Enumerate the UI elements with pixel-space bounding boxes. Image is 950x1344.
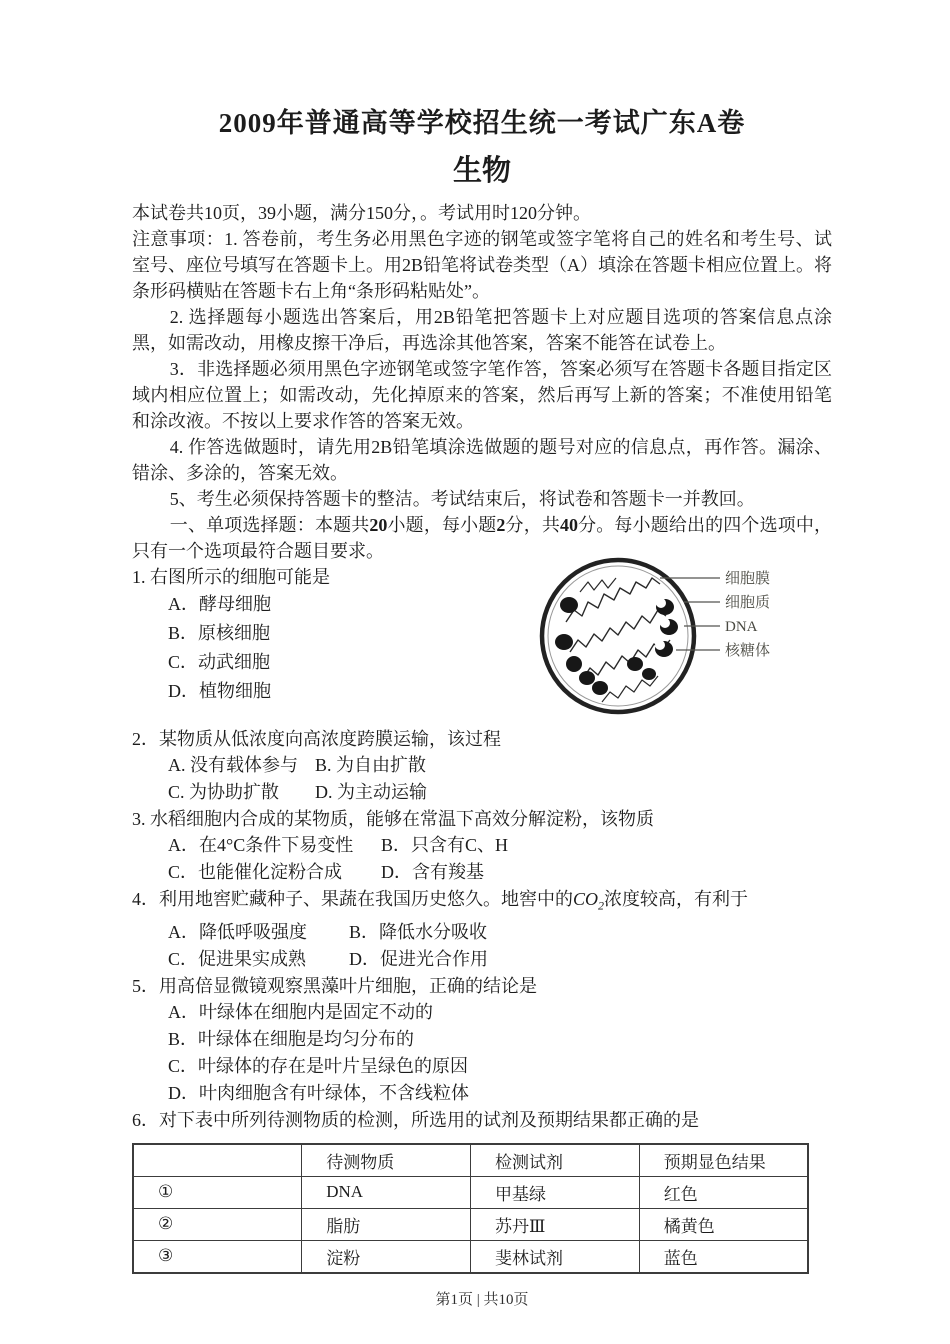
table-row — [133, 1176, 808, 1208]
page-title: 2009年普通高等学校招生统一考试广东A卷 — [218, 108, 746, 138]
result-cell: 橘黄色 — [639, 1208, 808, 1240]
ribosome-blob — [642, 668, 656, 680]
notice-4: 4. 作答选做题时，请先用2B铅笔填涂选做题的题号对应的信息点，再作答。漏涂、错涂、多涂的，答案无效。 — [132, 437, 832, 483]
ribosome-blob — [566, 656, 582, 672]
question-2-option-a: A. 没有载体参与 — [168, 755, 298, 775]
question-6-stem: 6．对下表中所列待测物质的检测，所选用的试剂及预期结果都正确的是 — [132, 1109, 699, 1130]
ribosome-blob — [592, 681, 608, 695]
figure-label-cytoplasm: 细胞质 — [725, 595, 771, 611]
question-4-stem-text: 4．利用地窖贮藏种子、果蔬在我国历史悠久。地窖中的 — [132, 889, 573, 909]
substance-cell: DNA — [302, 1176, 471, 1208]
detection-table — [132, 1143, 809, 1274]
section-points-each: 2 — [496, 515, 506, 535]
figure-label-ribosome: 核糖体 — [725, 643, 771, 659]
question-5-option-d: D．叶肉细胞含有叶绿体，不含线粒体 — [168, 1082, 469, 1103]
notice-1: 注意事项：1. 答卷前，考生务必用黑色字迹的钢笔或签字笔将自己的姓名和考生号、试室号、座位号填写在答题卡上。用2B铅笔将试卷类型（A）填涂在答题卡相应位置上。将条形码横贴在答题卡右上角“条形码粘贴处”。 — [132, 229, 833, 301]
section-text-1: 一、单项选择题：本题共 — [169, 515, 370, 535]
page-footer: 第1页 | 共10页 — [435, 1291, 529, 1308]
exam-info-line: 本试卷共10页，39小题，满分150分，。考试用时120分钟。 — [132, 203, 591, 223]
page-subtitle: 生物 — [452, 155, 511, 187]
question-1-stem: 1. 右图所示的细胞可能是 — [132, 567, 330, 587]
table-header-blank — [133, 1144, 302, 1177]
substance-cell: 淀粉 — [302, 1240, 471, 1273]
question-1-option-b: B．原核细胞 — [168, 623, 271, 643]
question-3-stem: 3. 水稻细胞内合成的某物质，能够在常温下高效分解淀粉，该物质 — [132, 809, 654, 829]
question-2-option-d: D. 为主动运输 — [315, 782, 427, 802]
question-2-stem: 2．某物质从低浓度向高浓度跨膜运输，该过程 — [132, 729, 501, 749]
question-4-option-a: A．降低呼吸强度 — [168, 921, 307, 942]
ribosome-blob — [579, 671, 595, 685]
section-points-total: 40 — [559, 515, 578, 535]
substance-cell: 脂肪 — [302, 1208, 471, 1240]
question-5 — [132, 973, 832, 1107]
section-text-3: 分，共 — [505, 515, 560, 535]
result-cell: 蓝色 — [639, 1240, 808, 1273]
cell-diagram-figure — [532, 552, 797, 724]
question-3 — [132, 806, 832, 886]
table-row — [133, 1208, 808, 1240]
result-cell: 红色 — [639, 1176, 808, 1208]
question-4-stem-text-2: 浓度较高，有利于 — [604, 889, 749, 909]
question-3-option-b: B．只含有C、H — [381, 835, 509, 855]
question-1-option-a: A．酵母细胞 — [168, 594, 271, 614]
dna-strand — [570, 610, 666, 652]
question-4-option-b: B．降低水分吸收 — [349, 921, 488, 942]
ribosome-blob — [560, 597, 578, 613]
co2-formula: CO — [573, 889, 599, 909]
dna-strand — [580, 578, 616, 592]
page-content — [132, 0, 832, 1309]
figure-label-membrane: 细胞膜 — [725, 571, 771, 587]
ribosome-blob — [555, 634, 573, 650]
row-number: ① — [133, 1176, 302, 1208]
question-5-option-b: B．叶绿体在细胞是均匀分布的 — [168, 1028, 415, 1049]
question-1 — [132, 564, 832, 706]
section-text-4: 分。每小题给出的四个选项中，只有一个选项最符合题目要求。 — [132, 515, 833, 561]
question-1-option-c: C．动武细胞 — [168, 652, 271, 672]
table-row — [133, 1240, 808, 1273]
question-5-stem: 5．用高倍显微镜观察黑藻叶片细胞，正确的结论是 — [132, 975, 537, 996]
section-count-total: 20 — [369, 515, 388, 535]
question-3-option-d: D．含有羧基 — [381, 862, 484, 882]
question-2-option-c: C. 为协助扩散 — [168, 782, 280, 802]
reagent-cell: 甲基绿 — [471, 1176, 640, 1208]
question-1-option-d: D．植物细胞 — [168, 681, 271, 701]
row-number: ② — [133, 1208, 302, 1240]
co2-subscript: 2 — [598, 898, 605, 913]
question-2 — [132, 726, 832, 806]
notice-2: 2. 选择题每小题选出答案后，用2B铅笔把答题卡上对应题目选项的答案信息点涂黑，如需改动，用橡皮擦干净后，再选涂其他答案，答案不能答在试卷上。 — [132, 307, 832, 353]
row-number: ③ — [133, 1240, 302, 1273]
table-header-result: 预期显色结果 — [639, 1144, 808, 1177]
ribosome-blob — [627, 657, 643, 671]
notice-5: 5、考生必须保持答题卡的整洁。考试结束后，将试卷和答题卡一并教回。 — [169, 489, 755, 509]
figure-label-dna: DNA — [725, 619, 758, 635]
question-2-option-b: B. 为自由扩散 — [315, 755, 427, 775]
question-4-option-d: D．促进光合作用 — [349, 948, 488, 969]
section-text-2: 小题，每小题 — [387, 515, 497, 535]
question-3-option-a: A．在4°C条件下易变性 — [168, 835, 354, 855]
question-3-option-c: C．也能催化淀粉合成 — [168, 862, 343, 882]
question-4-option-c: C．促进果实成熟 — [168, 948, 307, 969]
notice-3: 3．非选择题必须用黑色字迹钢笔或签字笔作答，答案必须写在答题卡各题目指定区域内相应位置上；如需改动，先化掉原来的答案，然后再写上新的答案；不准使用铅笔和涂改液。不按以上要求作答的答案无效。 — [132, 359, 832, 431]
question-4-stem — [132, 886, 832, 919]
question-5-option-c: C．叶绿体的存在是叶片呈绿色的原因 — [168, 1055, 469, 1076]
reagent-cell: 苏丹Ⅲ — [471, 1208, 640, 1240]
reagent-cell: 斐林试剂 — [471, 1240, 640, 1273]
table-header-substance: 待测物质 — [302, 1144, 471, 1177]
table-header-row — [133, 1144, 808, 1177]
table-header-reagent: 检测试剂 — [471, 1144, 640, 1177]
question-5-option-a: A．叶绿体在细胞内是固定不动的 — [168, 1001, 433, 1022]
dna-strand — [566, 578, 660, 622]
question-4 — [132, 886, 832, 973]
